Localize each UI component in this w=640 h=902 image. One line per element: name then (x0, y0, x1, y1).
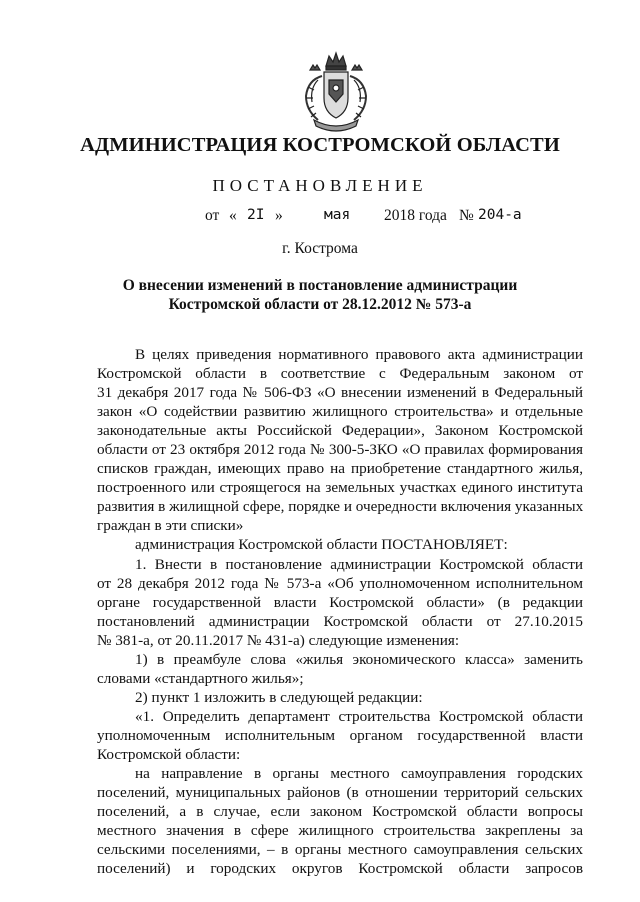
body-line: Костромской области: (97, 745, 241, 763)
body-line: органе государственной власти Костромской области» (в редакции (97, 593, 583, 611)
number-sign: № (459, 207, 474, 224)
body-line: сельскими поселениями, – в органы местного самоуправления сельских (97, 841, 583, 859)
title-line: Костромской области от 28.12.2012 № 573-а (168, 296, 472, 313)
body-line: построенного или строящегося на земельных участках единого института (97, 479, 583, 497)
body-line: 31 декабря 2017 года № 506-ФЗ «О внесении изменений в Федеральный (97, 384, 583, 402)
body-line: от 28 декабря 2012 года № 573-а «Об уполномоченном исполнительном (97, 574, 583, 592)
body-line: словами «стандартного жилья»; (97, 669, 304, 687)
document-number: 204-а (478, 207, 522, 223)
body-line: поселений) и городских округов Костромской области запросов (97, 860, 583, 878)
coat-of-arms-emblem (296, 50, 376, 134)
body-line: администрация Костромской области ПОСТАНОВЛЯЕТ: (135, 536, 508, 554)
city: г. Кострома (282, 240, 358, 257)
document-body (97, 345, 583, 878)
date-day: 2I (247, 207, 265, 223)
title-line: О внесении изменений в постановление администрации (122, 277, 518, 294)
body-line: В целях приведения нормативного правового акта администрации (135, 346, 583, 363)
date-month: мая (324, 207, 351, 223)
body-line: поселений, а в случае, если законом Костромской области вопросы (97, 803, 583, 821)
document-title (0, 276, 640, 314)
body-line: № 381-а, от 20.11.2017 № 431-а) следующие изменения: (97, 631, 460, 649)
body-line: законодательные акты Российской Федерации», Законом Костромской (97, 422, 583, 440)
body-line: 1) в преамбуле слова «жилья экономического класса» заменить (135, 650, 583, 668)
body-line: поселений, муниципальных районов (в отношении территорий сельских (97, 784, 583, 802)
body-line: закон «О содействии развитию жилищного строительства» и отдельные (97, 403, 583, 421)
date-line (0, 207, 640, 229)
body-line: на направление в органы местного самоуправления городских (135, 765, 583, 783)
body-line: «1. Определить департамент строительства Костромской области (135, 707, 583, 725)
date-quote-open: « (229, 207, 237, 224)
body-line: граждан в эти списки» (97, 517, 244, 535)
date-year: 2018 года (384, 207, 447, 224)
document-type: ПОСТАНОВЛЕНИЕ (212, 176, 428, 195)
date-quote-close: » (275, 207, 283, 224)
body-line: уполномоченным исполнительным органом государственной власти (97, 726, 583, 744)
body-line: 1. Внести в постановление администрации Костромской области (135, 555, 583, 573)
body-line: местного значения в сфере жилищного строительства закреплены за (97, 822, 583, 840)
body-line: развития в жилищной сфере, порядке и очередности включения указанных (97, 498, 584, 516)
body-line: 2) пункт 1 изложить в следующей редакции: (135, 688, 423, 706)
date-prefix: от (205, 207, 220, 224)
body-line: Костромской области в соответствие с Федеральным законом от (97, 365, 583, 383)
organization-name: АДМИНИСТРАЦИЯ КОСТРОМСКОЙ ОБЛАСТИ (80, 134, 560, 156)
body-line: списков граждан, имеющих право на приобретение стандартного жилья, (97, 460, 583, 478)
body-line: области от 23 октября 2012 года № 300-5-ЗКО «О правилах формирования (97, 441, 583, 459)
body-line: постановлений администрации Костромской области от 27.10.2015 (97, 612, 583, 630)
